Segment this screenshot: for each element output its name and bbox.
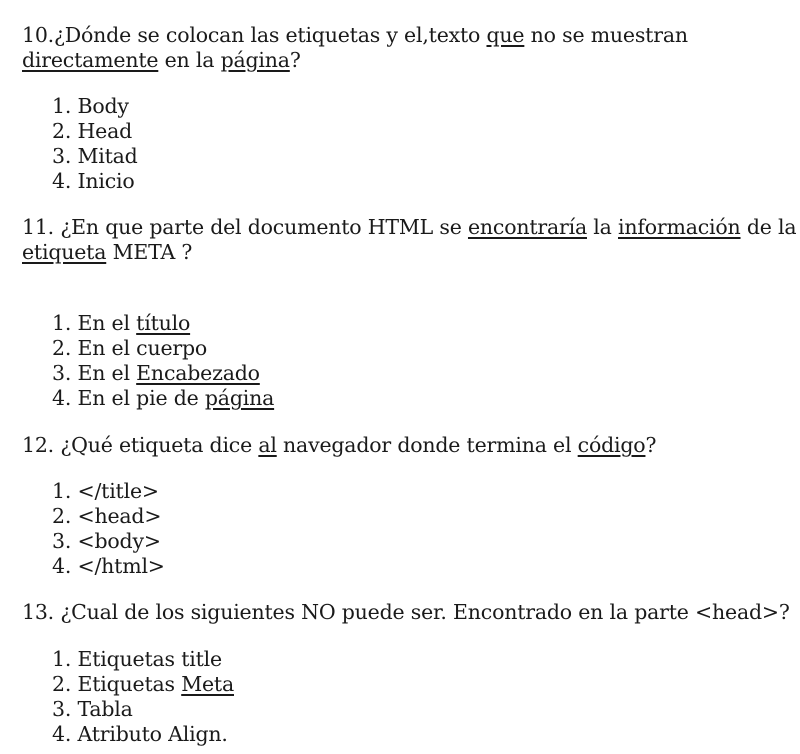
question-text: ?	[289, 48, 301, 72]
question-12-options	[52, 479, 165, 579]
underlined-word: etiqueta	[22, 240, 107, 264]
question-text: ?	[645, 433, 657, 457]
underlined-word: información	[618, 215, 741, 239]
option-item: 3. Tabla	[52, 697, 133, 721]
option-item: 2. Etiquetas Meta	[52, 672, 234, 696]
option-item: 1. Body	[52, 94, 129, 118]
question-text: 13. ¿Cual de los siguientes NO puede ser. Encontrado en la parte <head>?	[22, 600, 790, 624]
question-12	[22, 433, 797, 458]
option-item: 3. Mitad	[52, 144, 138, 168]
question-11	[22, 215, 797, 265]
question-13	[22, 600, 797, 625]
option-item: 3. <body>	[52, 529, 161, 553]
option-item: 1. Etiquetas title	[52, 647, 222, 671]
question-11-line-2	[22, 240, 797, 265]
question-text: 11. ¿En que parte del documento HTML se	[22, 215, 468, 239]
option-item: 4. En el pie de página	[52, 386, 275, 410]
question-11-line-1	[22, 215, 797, 240]
question-text: de la	[740, 215, 797, 239]
question-text: 10.¿Dónde se colocan las etiquetas y el,texto	[22, 23, 487, 47]
question-text: 12. ¿Qué etiqueta dice	[22, 433, 259, 457]
option-item: 2. En el cuerpo	[52, 336, 208, 360]
question-12-line-1	[22, 433, 797, 458]
option-item: 1. </title>	[52, 479, 159, 503]
option-item: 4. Atributo Align.	[52, 722, 228, 746]
underlined-word: encontraría	[467, 215, 587, 239]
underlined-word: que	[486, 23, 525, 47]
question-10-line-1	[22, 23, 797, 48]
underlined-word: página	[220, 48, 290, 72]
question-text: META ?	[106, 240, 193, 264]
question-text: en la	[158, 48, 221, 72]
question-text: no se muestran	[524, 23, 688, 47]
question-10	[22, 23, 797, 73]
question-10-line-2	[22, 48, 797, 73]
option-item: 2. <head>	[52, 504, 162, 528]
option-item: 4. </html>	[52, 554, 165, 578]
question-11-options	[52, 311, 274, 411]
underlined-word: al	[258, 433, 277, 457]
underlined-word: código	[577, 433, 646, 457]
question-13-line-1	[22, 600, 797, 625]
option-item: 3. En el Encabezado	[52, 361, 260, 385]
option-item: 4. Inicio	[52, 169, 135, 193]
question-text: la	[586, 215, 618, 239]
option-item: 1. En el título	[52, 311, 191, 335]
question-13-options	[52, 647, 234, 747]
question-text: navegador donde termina el	[276, 433, 578, 457]
underlined-word: directamente	[22, 48, 159, 72]
option-item: 2. Head	[52, 119, 133, 143]
question-10-options	[52, 94, 138, 194]
